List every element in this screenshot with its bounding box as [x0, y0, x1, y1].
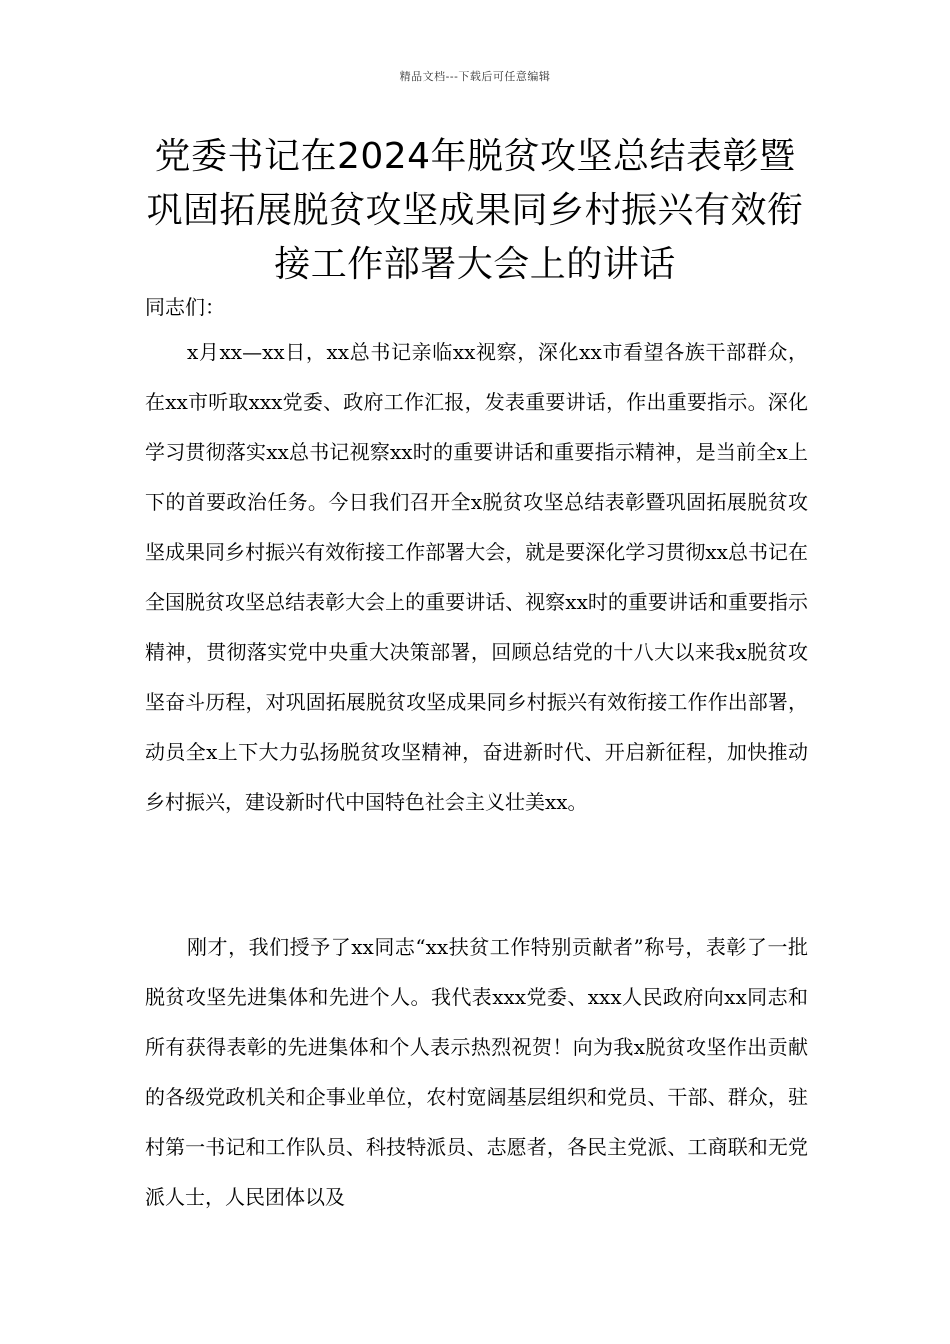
paragraph-1: x月xx—xx日，xx总书记亲临xx视察，深化xx市看望各族干部群众，在xx市听取xxx党委、政府工作汇报，发表重要讲话，作出重要指示。深化学习贯彻落实xx总书记视察xx时的重要讲话和重要指示精神，是当前全x上下的首要政治任务。今日我们召开全x脱贫攻坚总结表彰暨巩固拓展脱贫攻坚成果同乡村振兴有效衔接工作部署大会，就是要深化学习贯彻xx总书记在全国脱贫攻坚总结表彰大会上的重要讲话、视察xx时的重要讲话和重要指示精神，贯彻落实党中央重大决策部署，回顾总结党的十八大以来我x脱贫攻坚奋斗历程，对巩固拓展脱贫攻坚成果同乡村振兴有效衔接工作作出部署，动员全x上下大力弘扬脱贫攻坚精神，奋进新时代、开启新征程，加快推动乡村振兴，建设新时代中国特色社会主义壮美xx。	[145, 340, 808, 814]
header-note: 精品文档---下载后可任意编辑	[399, 70, 551, 83]
document-title: 党委书记在2024年脱贫攻坚总结表彰暨巩固拓展脱贫攻坚成果同乡村振兴有效衔接工作部署大会上的讲话	[146, 136, 804, 285]
salutation: 同志们：	[145, 295, 225, 319]
paragraph-2: 刚才，我们授予了xx同志“xx扶贫工作特别贡献者”称号，表彰了一批脱贫攻坚先进集体和先进个人。我代表xxx党委、xxx人民政府向xx同志和所有获得表彰的先进集体和个人表示热烈祝贺！向为我x脱贫攻坚作出贡献的各级党政机关和企事业单位，农村宽阔基层组织和党员、干部、群众，驻村第一书记和工作队员、科技特派员、志愿者，各民主党派、工商联和无党派人士，人民团体以及	[145, 935, 808, 1209]
